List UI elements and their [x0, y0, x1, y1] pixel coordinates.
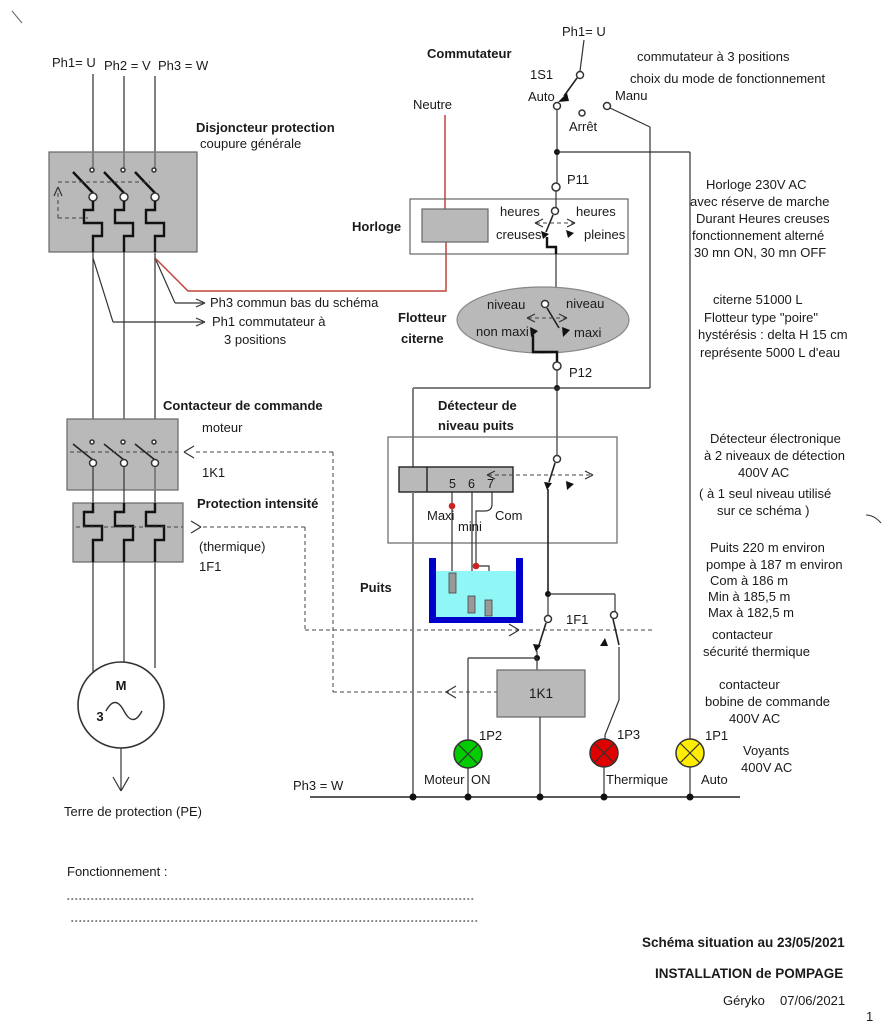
flotteur-left-line2: non maxi	[476, 324, 529, 339]
flotteur-label-line1: Flotteur	[398, 310, 447, 325]
horloge-notes	[690, 177, 830, 260]
lamp-1p2-label-b: ON	[471, 772, 491, 787]
flotteur-notes	[698, 292, 848, 360]
page-number: 1	[866, 1009, 874, 1024]
puits-note: Max à 182,5 m	[708, 605, 794, 620]
flotteur-right-line2: maxi	[574, 325, 602, 340]
protection-title: Protection intensité	[197, 496, 319, 511]
lamp-1p2	[424, 728, 502, 797]
tap-annotations	[93, 258, 379, 347]
detecteur-notes	[699, 431, 845, 518]
disjoncteur-subtitle: coupure générale	[200, 136, 302, 151]
relais-1f1-notes	[703, 627, 810, 659]
probe-node-com	[473, 563, 480, 570]
commutateur-ref: 1S1	[530, 67, 554, 82]
motor-letter: M	[115, 678, 127, 693]
author: Géryko	[723, 993, 765, 1008]
bobine-1k1-note: 400V AC	[729, 711, 781, 726]
lamp-1p3	[590, 727, 668, 797]
flotteur-note: représente 5000 L d'eau	[700, 345, 841, 360]
date: 07/06/2021	[780, 993, 846, 1008]
lamp-1p3-label: Thermique	[606, 772, 669, 787]
puits-label: Puits	[360, 580, 392, 595]
voyants-title-line1: Voyants	[743, 743, 790, 758]
horloge-note: Durant Heures creuses	[696, 211, 830, 226]
flotteur-note: citerne 51000 L	[713, 292, 803, 307]
stray-mark-topleft	[12, 11, 22, 23]
ph1-label: Ph1= U	[52, 55, 96, 70]
bobine-1k1-note: contacteur	[719, 677, 780, 692]
horloge-mechanism	[422, 209, 488, 242]
electrode-mini	[468, 596, 475, 613]
bobine-1k1-ref: 1K1	[528, 686, 554, 701]
lamp-1p3-ref: 1P3	[617, 727, 641, 742]
puits-wall-right	[516, 558, 523, 623]
flotteur-note: hystérésis : delta H 15 cm	[698, 327, 848, 342]
neutre-label: Neutre	[413, 97, 453, 112]
lamp-1p1-label: Auto	[701, 772, 728, 787]
ph3-rail-label: Ph3 = W	[293, 778, 344, 793]
schema-situation: Schéma situation au 23/05/2021	[642, 935, 845, 950]
horloge-right-line2: pleines	[584, 227, 626, 242]
lamp-1p1	[676, 728, 728, 797]
ph3-common-note: Ph3 commun bas du schéma	[210, 295, 379, 310]
disjoncteur-title: Disjoncteur protection	[196, 120, 335, 135]
detecteur-note: ( à 1 seul niveau utilisé	[699, 486, 832, 501]
contacteur-box	[67, 419, 178, 490]
position-auto-label: Auto	[528, 89, 555, 104]
ph1-tap-note-line1: Ph1 commutateur à	[212, 314, 326, 329]
terminal-p11-label: P11	[567, 172, 590, 187]
fonctionnement-label: Fonctionnement :	[67, 864, 168, 879]
horloge-right-line1: heures	[576, 204, 616, 219]
motor-symbol	[78, 662, 164, 748]
ph3-label: Ph3 = W	[158, 58, 209, 73]
contacteur-ref: 1K1	[202, 465, 226, 480]
horloge-note: fonctionnement alterné	[692, 228, 825, 243]
horloge-switch-dashes	[535, 219, 575, 227]
flotteur-label-line2: citerne	[401, 331, 444, 346]
detecteur-note: sur ce schéma )	[717, 503, 810, 518]
motor-phase-count: 3	[96, 709, 104, 724]
protection-ref: 1F1	[199, 559, 222, 574]
schema-title: INSTALLATION de POMPAGE	[655, 966, 844, 981]
flotteur-left-line1: niveau	[487, 297, 526, 312]
puits-notes	[706, 540, 843, 620]
puits-wall-left	[429, 558, 436, 623]
ph3-rail	[293, 778, 740, 801]
position-manu-label: Manu	[615, 88, 648, 103]
protection-subtitle: (thermique)	[199, 539, 266, 554]
horloge-label: Horloge	[352, 219, 402, 234]
earth-label: Terre de protection (PE)	[64, 804, 203, 819]
horloge-left-line1: heures	[500, 204, 540, 219]
detecteur-title-line2: niveau puits	[438, 418, 514, 433]
horloge-note: Horloge 230V AC	[706, 177, 807, 192]
commutateur-note-line2: choix du mode de fonctionnement	[630, 71, 826, 86]
electrode-com	[485, 600, 492, 616]
lamp-1p2-label-a: Moteur	[424, 772, 465, 787]
bobine-1k1-note: bobine de commande	[705, 694, 831, 709]
relais-1f1-note: contacteur	[712, 627, 773, 642]
commutateur-note-line1: commutateur à 3 positions	[637, 49, 790, 64]
ph3-horloge-wire	[155, 242, 446, 291]
flotteur-right-line1: niveau	[566, 296, 605, 311]
detecteur-module	[399, 467, 513, 492]
detecteur-terminal-7: 7	[487, 477, 494, 491]
horloge-left-line2: creuses	[496, 227, 542, 242]
motor-block	[64, 662, 202, 819]
relais-1f1-ref: 1F1	[566, 612, 589, 627]
flotteur-block	[398, 287, 848, 380]
detecteur-terminal-6: 6	[468, 477, 475, 491]
puits-wall-bottom	[429, 617, 523, 623]
ph1-tap-note-line2: 3 positions	[224, 332, 287, 347]
horloge-block	[352, 172, 830, 260]
electrode-maxi	[449, 573, 456, 593]
horloge-note: 30 mn ON, 30 mn OFF	[694, 245, 827, 260]
puits-note: pompe à 187 m environ	[706, 557, 843, 572]
horloge-note: avec réserve de marche	[690, 194, 830, 209]
puits-note: Com à 186 m	[710, 573, 789, 588]
relais-1f1-note: sécurité thermique	[703, 644, 810, 659]
ph2-label: Ph2 = V	[104, 58, 151, 73]
ph1-commut-label: Ph1= U	[562, 24, 606, 39]
detecteur-note: Détecteur électronique	[710, 431, 841, 446]
detecteur-com-label: Com	[495, 508, 523, 523]
bobine-1k1-notes	[705, 677, 830, 726]
voyants-title-line2: 400V AC	[741, 760, 793, 775]
puits-water	[436, 571, 516, 617]
detecteur-terminal-5: 5	[449, 477, 456, 491]
lamp-1p2-ref: 1P2	[479, 728, 503, 743]
detecteur-note: à 2 niveaux de détection	[704, 448, 845, 463]
puits-note: Min à 185,5 m	[708, 589, 791, 604]
contacteur-title: Contacteur de commande	[163, 398, 323, 413]
position-arret-label: Arrêt	[569, 119, 598, 134]
puits-note: Puits 220 m environ	[710, 540, 825, 555]
phase-supply-labels	[52, 55, 209, 73]
detecteur-note: 400V AC	[738, 465, 790, 480]
commutateur-title: Commutateur	[427, 46, 512, 61]
puits-block	[360, 540, 843, 623]
terminal-p12-label: P12	[569, 365, 593, 380]
contacteur-subtitle: moteur	[202, 420, 243, 435]
flotteur-note: Flotteur type "poire"	[704, 310, 819, 325]
footer	[67, 864, 873, 1024]
disjoncteur-block	[49, 74, 335, 252]
detecteur-title-line1: Détecteur de	[438, 398, 517, 413]
lamp-1p1-ref: 1P1	[705, 728, 729, 743]
detecteur-maxi-label: Maxi	[427, 508, 455, 523]
voyants-block	[424, 727, 792, 797]
stray-mark-right	[866, 515, 881, 523]
detecteur-mini-label: mini	[458, 519, 482, 534]
